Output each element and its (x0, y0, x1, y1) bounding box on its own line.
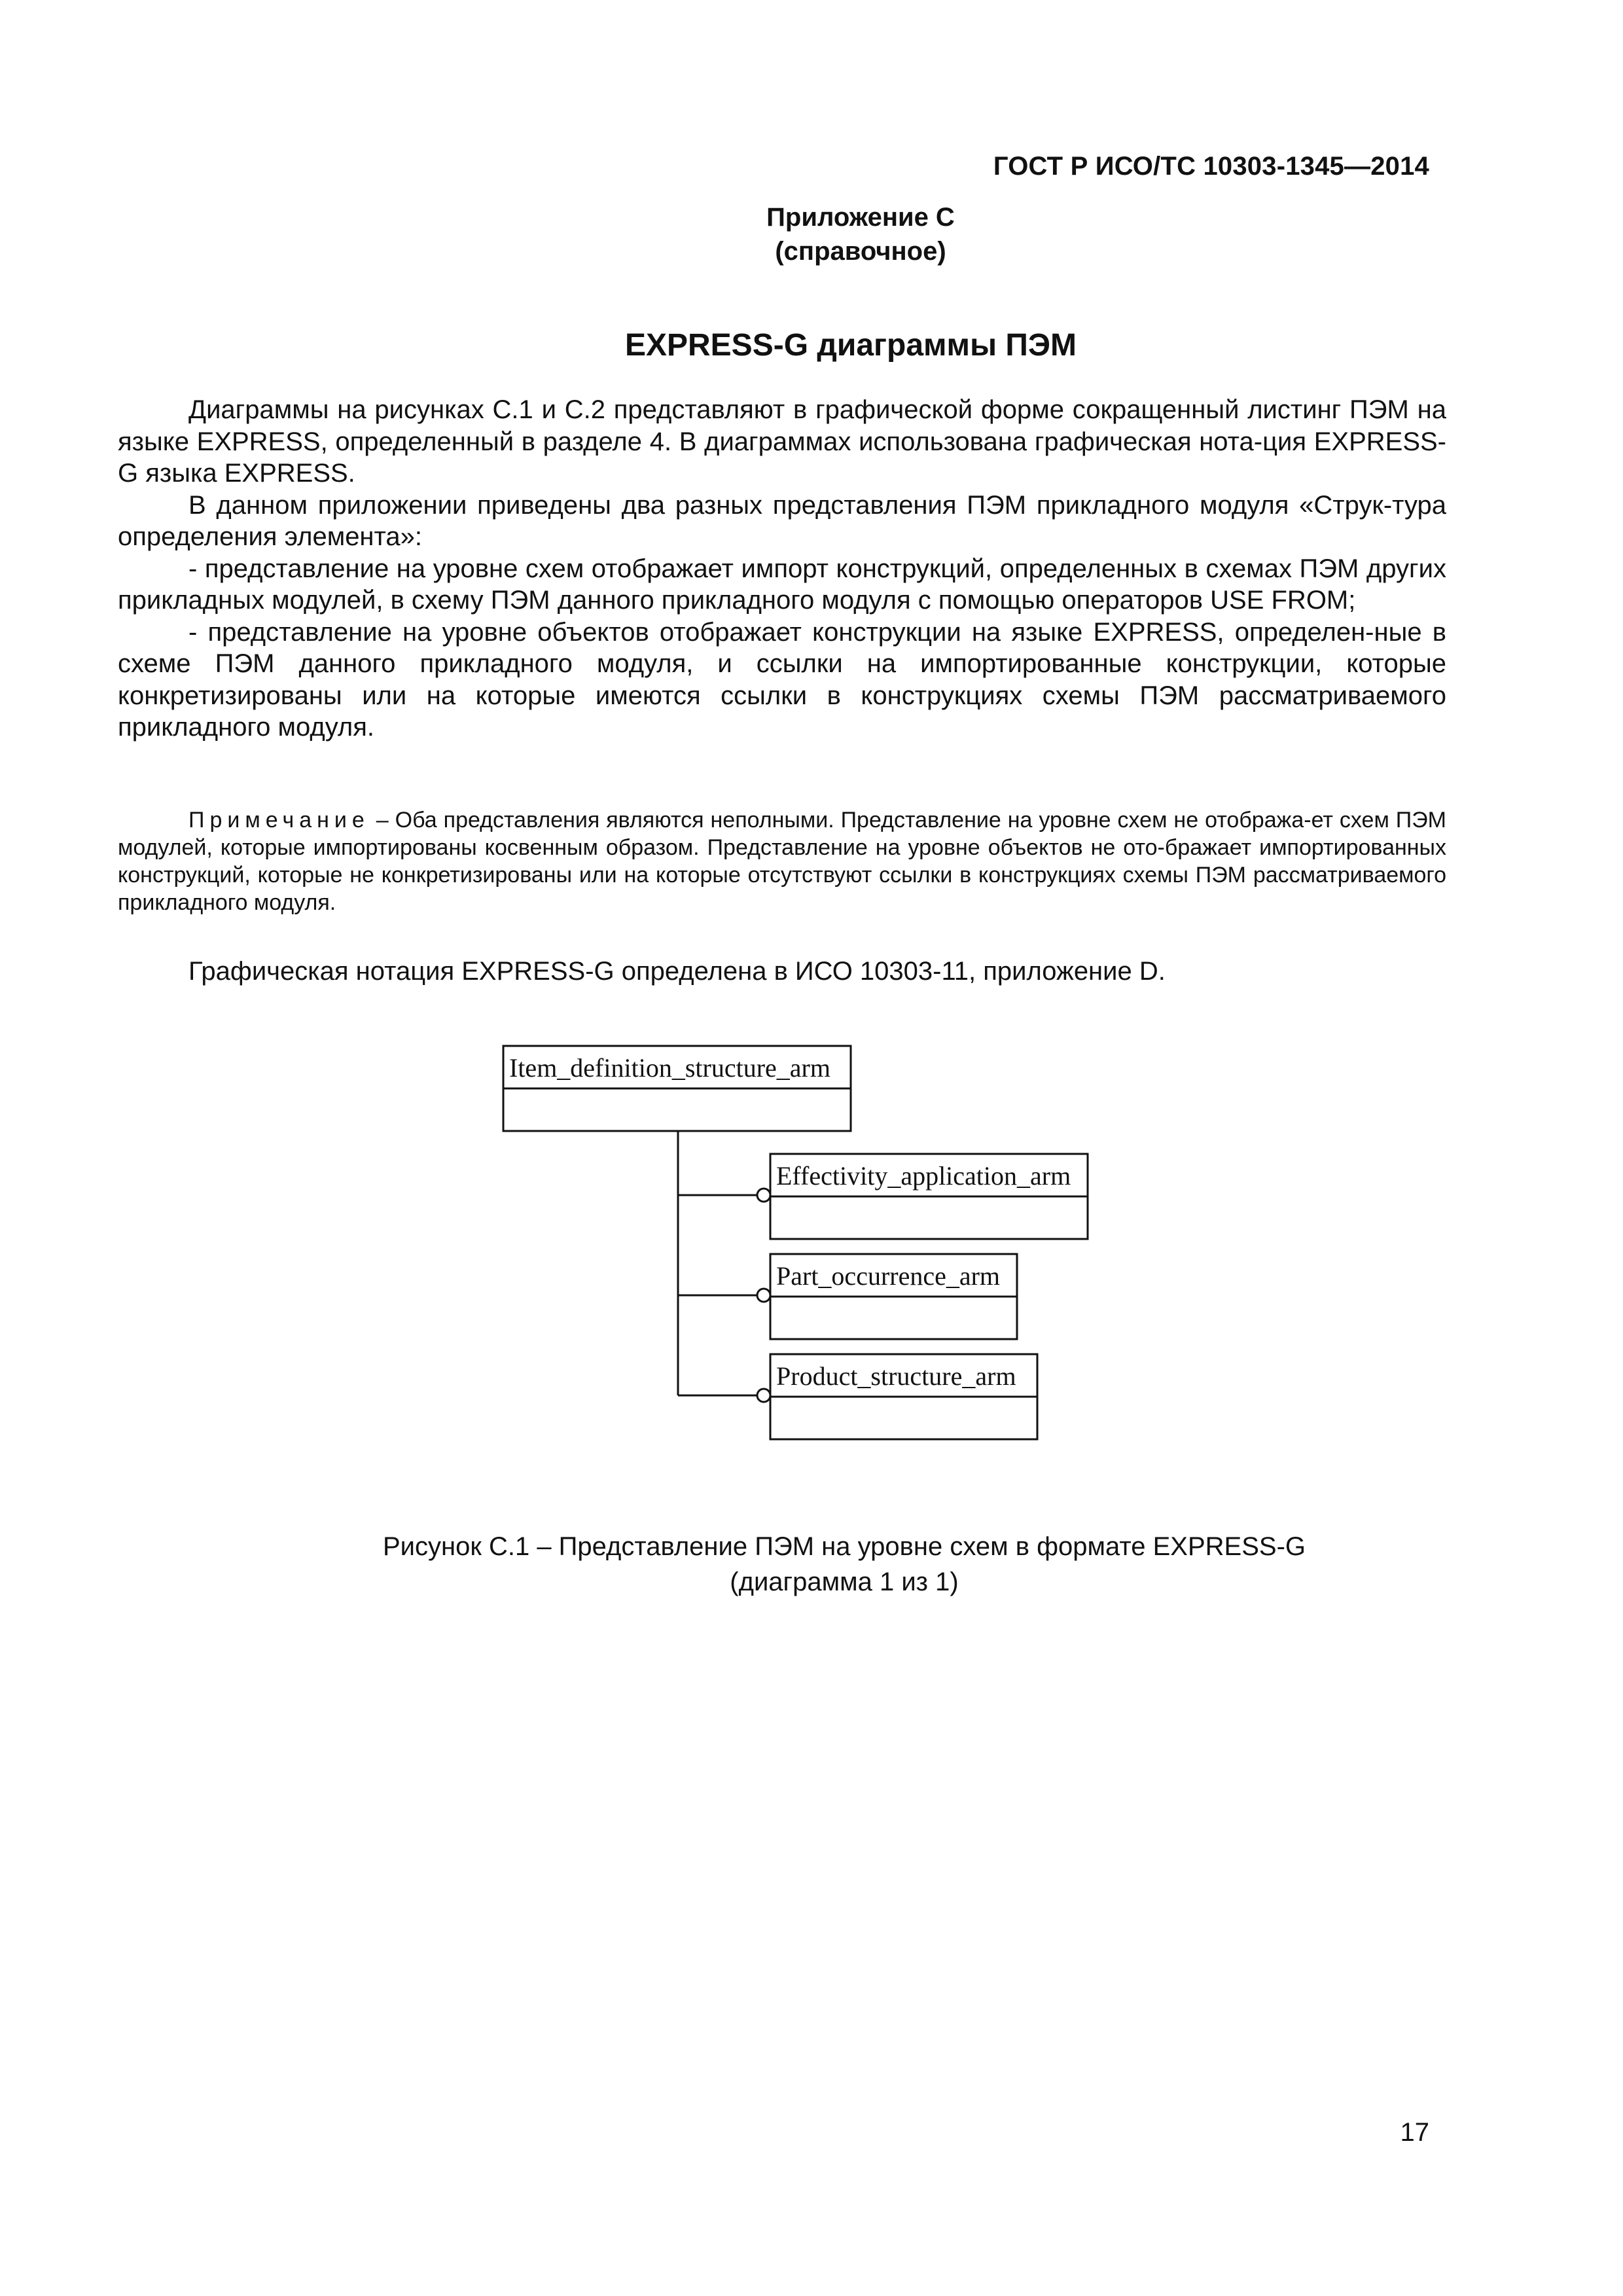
paragraph-entity-level: - представление на уровне объектов отображает конструкции на языке EXPRESS, определен-ные в схеме ПЭМ данного прикладного модуля, и ссылки на импортированные конструкции, которые конкретизированы или на которые имеются ссылки в конструкциях схемы ПЭМ рассматриваемого прикладного модуля. (118, 617, 1446, 742)
annex-kind: (справочное) (775, 237, 946, 266)
note-text: – Оба представления являются неполными. Представление на уровне схем не отобража-ет схем ПЭМ модулей, которые импортированы косвенным образом. Представление на уровне объектов не ото-бражает импортированных конструкций, которые не конкретизированы или на которые отсутствуют ссылки в конструкциях схемы ПЭМ рассматриваемого прикладного модуля. (118, 808, 1446, 915)
root-schema-label: Item_definition_structure_arm (509, 1053, 830, 1083)
paragraph-representations: В данном приложении приведены два разных представления ПЭМ прикладного модуля «Струк-тура определения элемента»: (118, 490, 1446, 551)
open-circle-product-structure (757, 1389, 770, 1402)
notation-reference: Графическая нотация EXPRESS-G определена в ИСО 10303-11, приложение D. (188, 957, 1166, 986)
open-circle-effectivity (757, 1189, 770, 1202)
schema-label-effectivity: Effectivity_application_arm (776, 1161, 1071, 1191)
note-label: Примечание (188, 808, 370, 833)
open-circle-part-occurrence (757, 1289, 770, 1302)
schema-label-product-structure: Product_structure_arm (776, 1361, 1016, 1391)
standard-designation: ГОСТ Р ИСО/ТС 10303-1345—2014 (993, 152, 1429, 181)
caption-line-2: (диаграмма 1 из 1) (730, 1568, 959, 1596)
annex-title: EXPRESS-G диаграммы ПЭМ (624, 328, 1077, 363)
page-number: 17 (1400, 2118, 1429, 2147)
annex-label: Приложение С (766, 203, 955, 232)
schema-label-part-occurrence: Part_occurrence_arm (776, 1261, 1001, 1291)
paragraph-schema-level: - представление на уровне схем отображает импорт конструкций, определенных в схемах ПЭМ других прикладных модулей, в схему ПЭМ данного прикладного модуля с помощью операторов USE FROM; (118, 554, 1446, 615)
figure-caption (0, 1529, 1623, 1600)
caption-line-1: Рисунок С.1 – Представление ПЭМ на уровне схем в формате EXPRESS-G (382, 1532, 1306, 1561)
paragraph-intro: Диаграммы на рисунках С.1 и С.2 представляют в графической форме сокращенный листинг ПЭМ на языке EXPRESS, определенный в разделе 4. В диаграммах использована графическая нота-ция EXPRESS-G языка EXPRESS. (118, 395, 1446, 488)
